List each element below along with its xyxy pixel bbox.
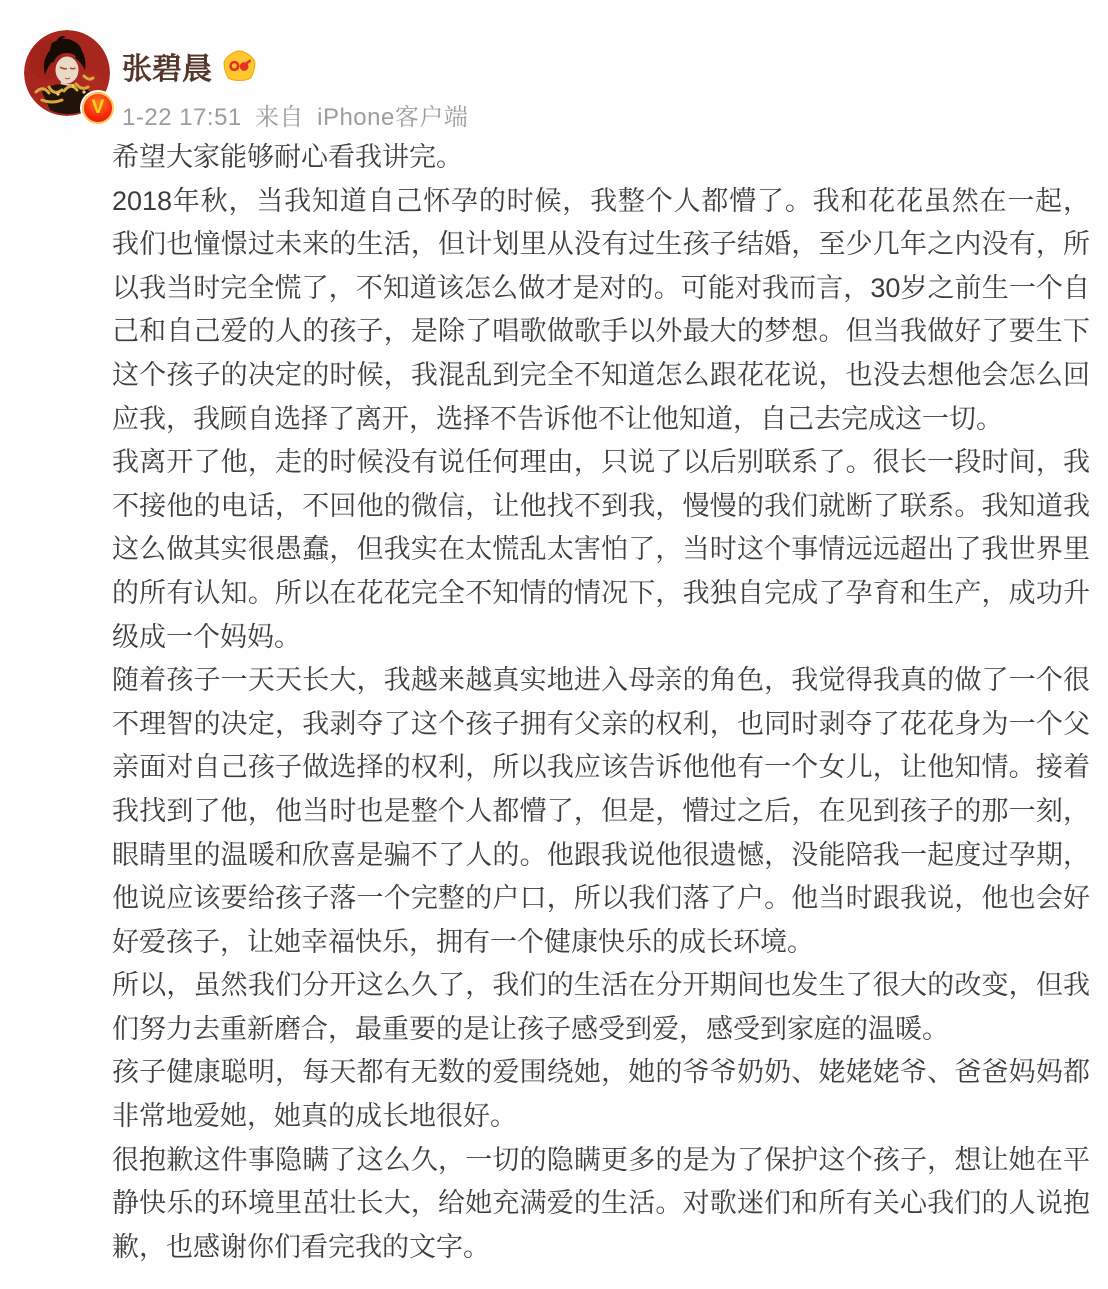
post-meta [122, 97, 468, 132]
source-prefix: 来自 [254, 104, 304, 131]
post-paragraph: 随着孩子一天天长大，我越来越真实地进入母亲的角色，我觉得我真的做了一个很不理智的决定，我剥夺了这个孩子拥有父亲的权利，也同时剥夺了花花身为一个父亲面对自己孩子做选择的权利，所以我应该告诉他他有一个女儿，让他知情。接着我找到了他，他当时也是整个人都懵了，但是，懵过之后，在见到孩子的那一刻，眼睛里的温暖和欣喜是骗不了人的。他跟我说他很遗憾，没能陪我一起度过孕期，他说应该要给孩子落一个完整的户口，所以我们落了户。他当时跟我说，他也会好好爱孩子，让她幸福快乐，拥有一个健康快乐的成长环境。 [112, 665, 1090, 957]
author-column [122, 30, 468, 132]
post-paragraph: 希望大家能够耐心看我讲完。 [112, 142, 463, 172]
post-header [24, 30, 1090, 132]
post-paragraph: 孩子健康聪明，每天都有无数的爱围绕她，她的爷爷奶奶、姥姥姥爷、爸爸妈妈都非常地爱她，她真的成长地很好。 [112, 1057, 1090, 1132]
post-content [112, 136, 1090, 1269]
post-paragraph: 很抱歉这件事隐瞒了这么久，一切的隐瞒更多的是为了保护这个孩子，想让她在平静快乐的环境里茁壮长大，给她充满爱的生活。对歌迷们和所有关心我们的人说抱歉，也感谢你们看完我的文字。 [112, 1144, 1090, 1262]
post-source[interactable]: iPhone客户端 [317, 104, 469, 131]
author-name[interactable]: 张碧晨 [122, 53, 212, 86]
post-paragraph: 我离开了他，走的时候没有说任何理由，只说了以后别联系了。很长一段时间，我不接他的电话，不回他的微信，让他找不到我，慢慢的我们就断了联系。我知道我这么做其实很愚蠢，但我实在太慌乱太害怕了，当时这个事情远远超出了我世界里的所有认知。所以在花花完全不知情的情况下，我独自完成了孕育和生产，成功升级成一个妈妈。 [112, 447, 1090, 652]
post-paragraph: 所以，虽然我们分开这么久了，我们的生活在分开期间也发生了很大的改变，但我们努力去重新磨合，最重要的是让孩子感受到爱，感受到家庭的温暖。 [112, 970, 1090, 1044]
verified-v-badge-icon: V [82, 92, 114, 124]
membership-crown-icon [222, 50, 257, 83]
avatar[interactable] [24, 30, 110, 116]
post-paragraph: 2018年秋，当我知道自己怀孕的时候，我整个人都懵了。我和花花虽然在一起，我们也憧憬过未来的生活，但计划里从没有过生孩子结婚，至少几年之内没有，所以我当时完全慌了，不知道该怎么做才是对的。可能对我而言，30岁之前生一个自己和自己爱的人的孩子，是除了唱歌做歌手以外最大的梦想。但当我做好了要生下这个孩子的决定的时候，我混乱到完全不知道怎么跟花花说，也没去想他会怎么回应我，我顾自选择了离开，选择不告诉他不让他知道，自己去完成这一切。 [112, 185, 1090, 434]
post-timestamp: 1-22 17:51 [122, 104, 242, 131]
